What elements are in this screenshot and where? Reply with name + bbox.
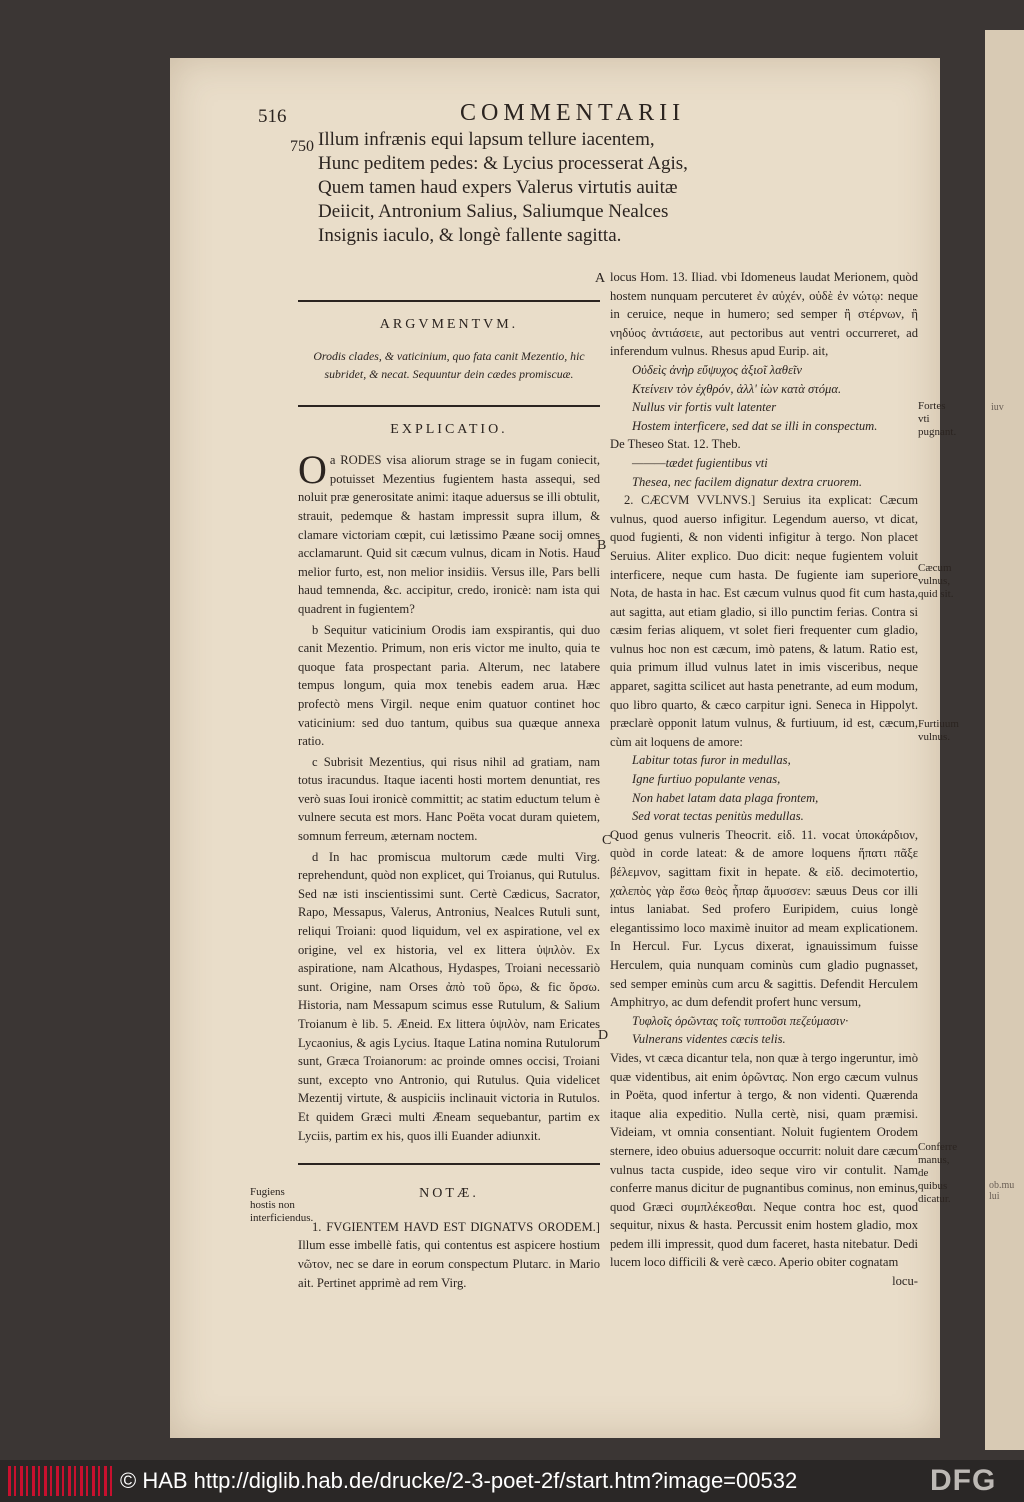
verse-line: Deiicit, Antronium Salius, Saliumque Nealces xyxy=(318,201,669,222)
paragraph-letter: a xyxy=(329,453,336,468)
verse-number: 750 xyxy=(290,138,314,155)
book-page xyxy=(170,58,959,1438)
latin-verse: Nullus vir fortis vult latenter xyxy=(632,400,777,415)
argumentum-text: Orodis clades, & vaticinium, quo fata canit Mezentio, hic subridet, & necat. Sequuntur dein cædes promiscuæ. xyxy=(313,348,585,381)
facing-page-snippet: iuv xyxy=(991,402,1004,413)
nota-2: 2. CÆCVM VVLNVS.] Seruius ita explicat: Cæcum vulnus, quod auerso infigitur. Legendum auerso, vt dicat, quod fugienti, & non videnti infigitur à tergo. Non placet Seruius. Aliter explico. Duo dicit: neque fugientem voluit interficere, neque cum hasta. De fugiente iam superiore Nota, de hasta in hac. Est cæcum vulnus quod fit cum hasta, aut sagitta, aut etiam gladio, si illo punctim ferias. Contra si cæsim ferias aliquem, vt solet fieri frequenter cum gladio, vulnus hoc non est cæcum, imò patens, & latum. Ratio est, quia primum illud vulnus latet in imis visceribus, neque apparet, sagitta scilicet aut hasta penetrante, ad eum modum, quo libro quarto, & cæco carpitur igni. Seneca in Hippolyt. præclarè opponit latum vulnus, & furtiuum, id est, cæcum, cùm ait loquens de amore: xyxy=(610,493,918,749)
divider xyxy=(298,300,600,302)
paragraph-locus: locus Hom. 13. Iliad. vbi Idomeneus laudat Merionem, quòd hostem nunquam percuteret ἐν αὐχέν, οὐδὲ ἐν νώτῳ: neque in ceruice, neque in humero; sed semper ἢ στέρνων, ἢ νηδύος ἀντιάσειε, aut pectoribus aut ventri occurreret, ad inferendum vulnus. Rhesus apud Eurip. ait, xyxy=(610,270,918,359)
latin-verse: Sed vorat tectas penitùs medullas. xyxy=(632,809,804,824)
greek-verse: Κτείνειν τὸν ἐχθρόν, ἀλλ' ἰὼν κατὰ στόμα. xyxy=(632,381,842,396)
dfg-logo: DFG xyxy=(930,1464,997,1497)
running-head: COMMENTARII xyxy=(460,100,686,126)
verse-line: Illum infrænis equi lapsum tellure iacentem, xyxy=(318,129,655,150)
facing-page-edge xyxy=(985,30,1024,1450)
latin-verse: ———tædet fugientibus vti xyxy=(632,455,768,470)
drop-cap: O xyxy=(298,447,327,493)
latin-verse: Vulnerans videntes cæcis telis. xyxy=(632,1032,786,1047)
left-column xyxy=(298,300,600,1292)
paragraph-text: RODES visa aliorum strage se in fugam coniecit, potuisset Mezentius fugientem hasta assequi, sed noluit præ generositate animi: itaque aduersus se illi obtulit, strauit, pedemque & hastam impressit supra illum, & clamare victoriam cœpit, cui lætissimo Pæane socij omnes acclamarunt. Quid sit cæcum vulnus, dicam in Notis. Haud melior furto, est, non melior insidiis. Versus ille, Pars belli haud temnenda, &c. accipitur, credo, ironicè: nam ista qui quadrent in fugientem? xyxy=(298,453,600,616)
verse-line: Insignis iaculo, & longè fallente sagitta. xyxy=(318,225,622,246)
latin-verse: Non habet latam data plaga frontem, xyxy=(632,790,819,805)
section-letter-b: B xyxy=(597,538,607,553)
argumentum-heading: ARGVMENTVM. xyxy=(379,317,519,332)
verse-block xyxy=(318,128,878,248)
paragraph-c: c Subrisit Mezentius, qui risus nihil ad gratiam, nam totus iracundus. Itaque iacenti hosti mortem denuntiat, res verò suas Ioui ironicè committit; ac statim eductum telum è vulnere secuta est mors. Hanc Poëta vocat duram quietem, somnum ferreum, æternam noctem. xyxy=(298,754,600,844)
margin-note-right: Fortes vti pugnant. xyxy=(918,400,957,438)
copyright-link[interactable]: © HAB http://diglib.hab.de/drucke/2-3-poet-2f/start.htm?image=00532 xyxy=(120,1468,798,1493)
paragraph-b: b Sequitur vaticinium Orodis iam exspirantis, qui duo canit Mezentio. Primum, non eris victor me inulto, quia te quoque fata prospectant paria. Alterum, nec latabere tempus longum, quia mox tenebis eadem arua. Hæc profectò mens Virgil. neque enim quatuor continet hoc vaticinium: sed duo tantum, quibus sua quæque annexa ratio. xyxy=(298,622,600,749)
facing-page-snippet: ob.mu lui xyxy=(989,1180,1015,1202)
nota-1: 1. FVGIENTEM HAVD EST DIGNATVS ORODEM.] Illum esse imbellè fatis, qui contentus est aspicere hostium νῶτον, nec se dare in eorum conspectum Plutarc. in Mario ait. Pertinet apprimè ad rem Virg. xyxy=(298,1219,600,1290)
latin-verse: Hostem interficere, sed dat se illi in conspectum. xyxy=(632,418,878,433)
footer-bar xyxy=(0,1460,1024,1502)
latin-verse: Thesea, nec facilem dignatur dextra cruorem. xyxy=(632,474,863,489)
explicatio-heading: EXPLICATIO. xyxy=(390,421,508,437)
verse-line: Quem tamen haud expers Valerus virtutis auitæ xyxy=(318,177,678,198)
latin-verse: Igne furtiuo populante venas, xyxy=(632,772,781,787)
greek-verse: Τυφλοῖς ὁρῶντας τοῖς τυπτοῦσι πεζεύμασιν· xyxy=(632,1013,849,1028)
paragraph-a xyxy=(298,447,600,618)
catchword: locu- xyxy=(892,1274,918,1289)
latin-verse: Labitur totas furor in medullas, xyxy=(632,753,791,768)
notae-heading: NOTÆ. xyxy=(419,1186,479,1202)
barcode-icon xyxy=(8,1466,112,1496)
right-column xyxy=(610,268,918,1291)
verse-line: Hunc peditem pedes: & Lycius processerat Agis, xyxy=(318,153,688,174)
divider xyxy=(298,1163,600,1165)
divider xyxy=(298,405,600,407)
greek-verse: Οὐδεὶς ἀνὴρ εὔψυχος ἀξιοῖ λαθεῖν xyxy=(632,362,803,377)
paragraph-quod: Quod genus vulneris Theocrit. εἰδ. 11. vocat ὑποκάρδιον, quòd in corde lateat: & de amore loquens ἥπατι πᾶξε βέλεμνον, sagittam fixit in hepate. & εἰδ. decimotertio, χαλεπὸς γὰρ ἔσω θεὸς ἧπαρ ἄμυσσεν: sæuus Deus cor illi intus laniabat. Sed profero Euripidem, cuius longè elegantissimo loco maximè inuitor ad meam explicationem. In Hercul. Fur. Lycus dixerat, ignauissimum fuisse Herculem, quia nunquam cominùs cum gladio pugnasset, sed semper eminùs cum arcu & sagittis. Defendit Herculem Amphitryo, ac dum defendit profert hunc versum, xyxy=(610,827,918,1010)
section-letter-a: A xyxy=(595,271,606,286)
section-letter-c: C xyxy=(602,833,612,848)
paragraph-vides: Vides, vt cæca dicantur tela, non quæ à tergo ingeruntur, imò quæ videntibus, ait enim ὁρῶντας. Non ergo cæcum vulnus in Poëta, quod infertur à tergo, & non videnti. Quærenda itaque alia expeditio. Nulla certè, nisi, quam præmisi. Videiam, vt omnia consentiant. Noluit fugientem Orodem sternere, ideo obuius aduersoque occurrit: noluit dare cæcum vulnus tacta cuspide, ideo seque viro vir contulit. Nam conferre manus dicitur de pugnantibus cominus, non eminus, quod Græci συμπλέκεσθαι. Neque contra hoc est, quod sequitur, nixus & hasta. Percussit enim hostem gladio, mox pedem illi impressit, quod dum faceret, hasta nitebatur. Dedi lucem loco difficili & verè cæco. Aperio obiter cognatam xyxy=(610,1050,918,1270)
paragraph-d: d In hac promiscua multorum cæde multi Virg. reprehendunt, quòd non explicet, qui Troianus, qui Rutulus. Sed næ isti inscientissimi sunt. Certè Cædicus, Sacrator, Rapo, Messapus, Valerus, Antronius, Nealces Rutuli sunt, reliqui Troiani: quod liquidum, vel ex aspiratione, vel ex origine, vel ex historia, vel ex littera ὑψιλὸν. Ex aspiratione, nam Alcathous, Hydaspes, Troiani necessariò sunt. Origine, nam Orses ἀπὸ τοῦ ὄρω, & fic ὄρσω. Historia, nam Messapum scimus esse Rutulum, & Salium Troianum è lib. 5. Æneid. Ex littera ὑψιλὸν, nam Ericates Lycaonius, & agis Lycius. Itaque Latina nomina Rutulorum sunt, Græca Troianorum: ac proinde omnes occisi, Troiani sunt, excepto vno Antronio, qui Rutulus. Quia videlicet Mezentij virtute, & auspiciis inclinauit victoria in Rutulos. Et quidem Græci multi Æneam sequebantur, partim ex Lyciis, partim ex his, quos illi Euander adiunxit. xyxy=(298,849,600,1143)
margin-note-right: Conferre manus, de quibus dicatur. xyxy=(918,1141,958,1205)
margin-note-left: Fugiens hostis non interficiendus. xyxy=(250,1186,314,1224)
margin-note-right: Furtiuum vulnus. xyxy=(918,718,959,743)
paragraph-theseo: De Theseo Stat. 12. Theb. xyxy=(610,437,741,452)
page-number: 516 xyxy=(258,106,287,127)
section-letter-d: D xyxy=(598,1028,609,1043)
margin-note-right: Cæcum vulnus, quid sit. xyxy=(918,562,954,600)
